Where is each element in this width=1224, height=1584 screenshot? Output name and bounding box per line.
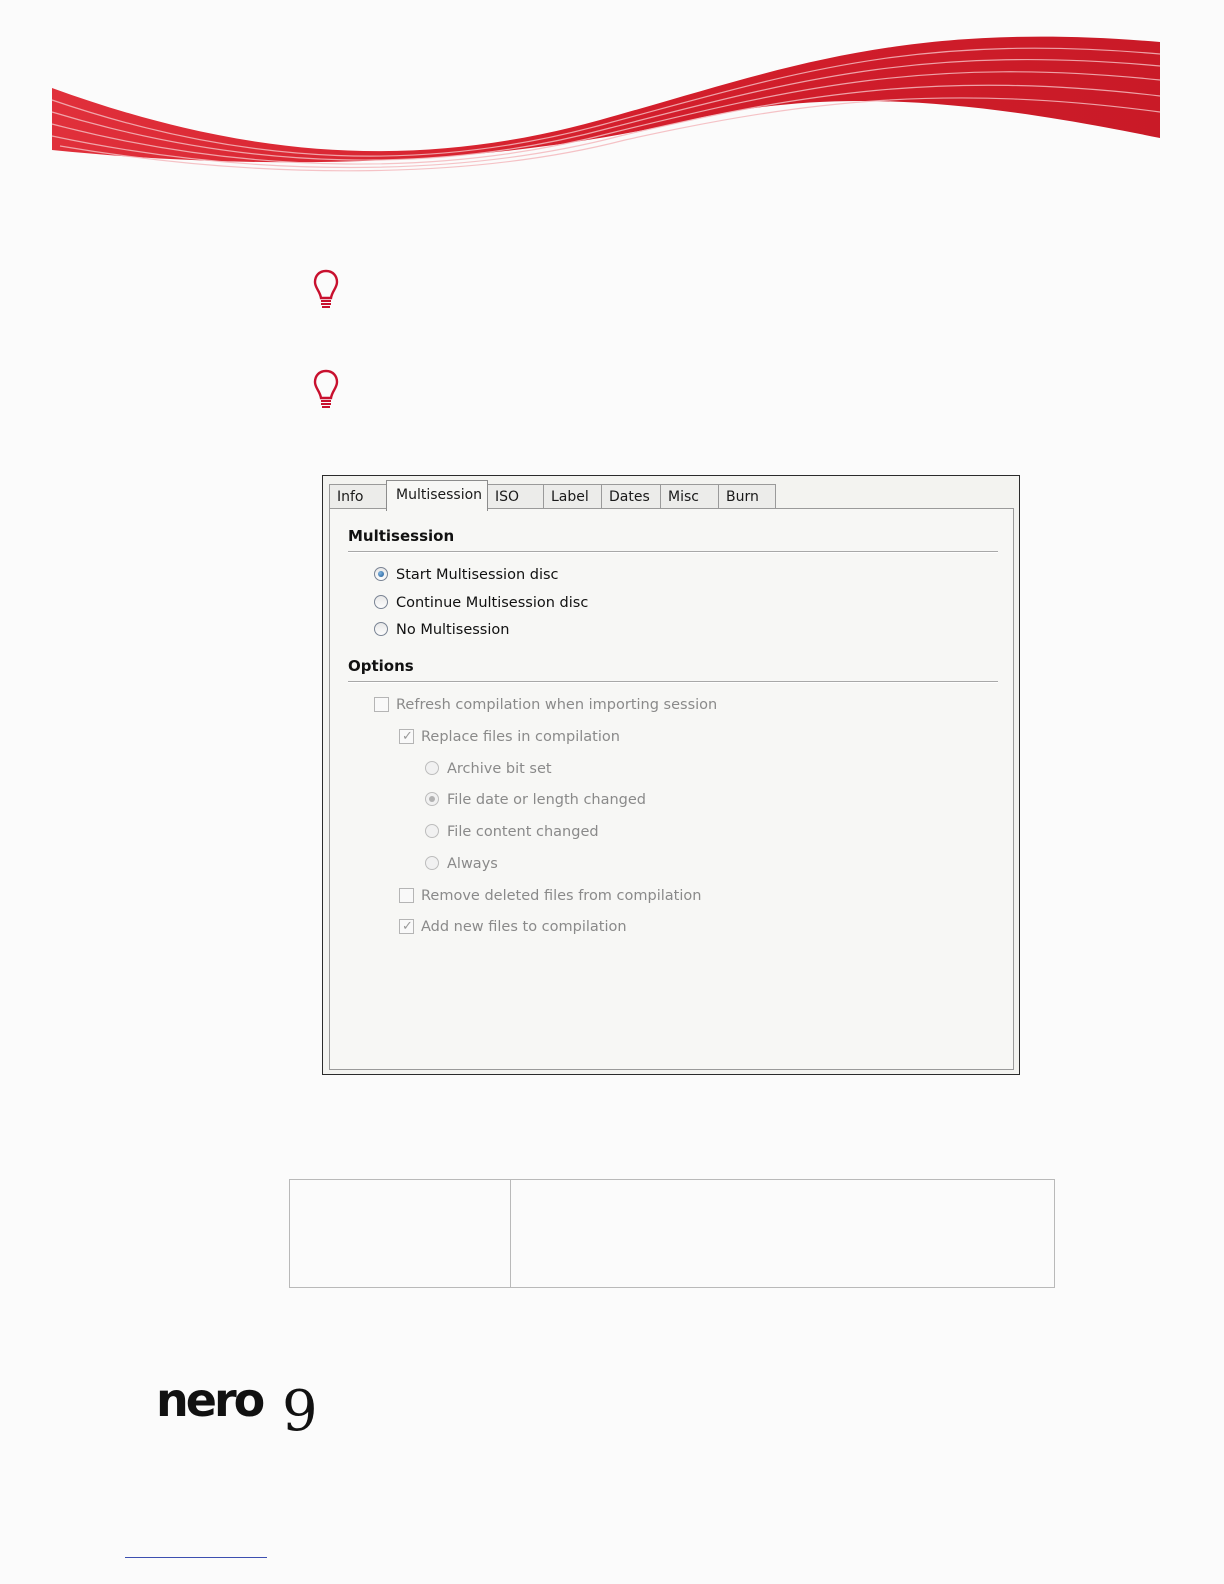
svg-text:nero: nero	[156, 1373, 263, 1427]
tab-burn[interactable]: Burn	[718, 484, 776, 510]
compilation-settings-dialog	[322, 475, 1020, 1075]
multisession-panel: Multisession Start Multisession disc Continue Multisession disc No Multisession Options Refresh compilation when importing session ✓ Replace files in compilation Archive bit set File date or length changed File content changed Always Remove deleted files from compilation ✓ Add new files to compilation	[329, 508, 1014, 1070]
tab-label[interactable]: Label	[543, 484, 602, 510]
tab-multisession[interactable]: Multisession	[386, 480, 488, 511]
header-wave-graphic	[0, 0, 1224, 190]
checkbox-icon	[399, 888, 414, 903]
radio-button-icon	[425, 856, 439, 870]
radio-button-icon	[374, 622, 388, 636]
footer-rule	[125, 1557, 267, 1558]
tab-dates[interactable]: Dates	[601, 484, 661, 510]
multisession-heading: Multisession	[348, 527, 455, 545]
options-heading: Options	[348, 657, 414, 675]
lightbulb-icon	[312, 268, 340, 312]
tab-misc[interactable]: Misc	[660, 484, 719, 510]
radio-button-icon	[425, 761, 439, 775]
section-divider	[348, 681, 998, 683]
lightbulb-icon	[312, 368, 340, 412]
tab-iso[interactable]: ISO	[487, 484, 544, 510]
svg-text:9: 9	[282, 1379, 318, 1440]
radio-button-icon	[374, 595, 388, 609]
checkbox-icon	[374, 697, 389, 712]
tab-info[interactable]: Info	[329, 484, 387, 510]
radio-button-icon	[425, 824, 439, 838]
checkbox-icon	[399, 919, 414, 934]
radio-button-icon	[425, 792, 439, 806]
nero-9-logo	[154, 1372, 324, 1440]
checkbox-icon	[399, 729, 414, 744]
section-divider	[348, 551, 998, 553]
radio-button-icon	[374, 567, 388, 581]
description-table	[289, 1179, 1055, 1288]
table-column-divider	[510, 1180, 511, 1287]
